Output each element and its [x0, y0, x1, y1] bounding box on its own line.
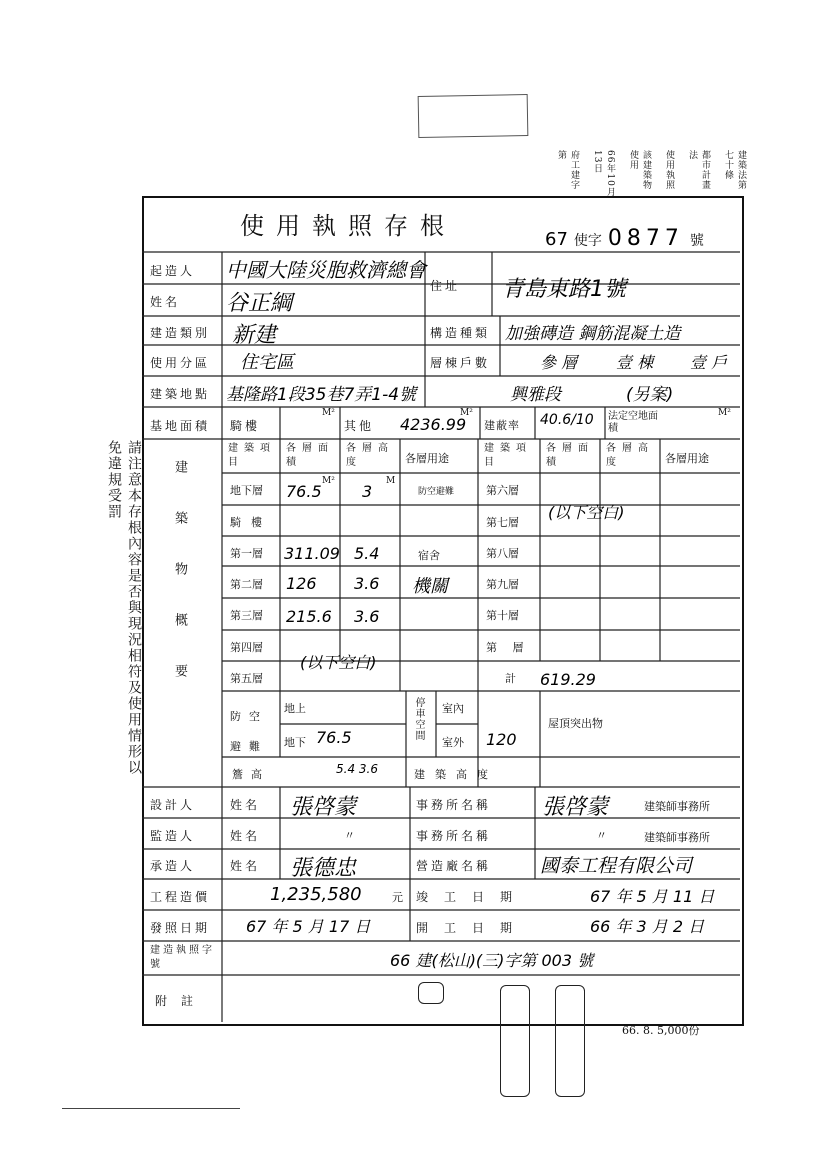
- floor-label-5f: 第五層: [230, 672, 263, 685]
- value-1f-use: 宿舍: [418, 549, 440, 562]
- value-cost-unit: 元: [392, 891, 403, 904]
- value-contractor: 張德忠: [290, 856, 357, 881]
- note-col-6: 府工建字第: [556, 150, 579, 190]
- value-total: 619.29: [540, 670, 596, 689]
- label-rooftop: 屋頂突出物: [548, 717, 603, 730]
- permit-number: [545, 226, 704, 251]
- label-parking: 停車空間: [413, 697, 424, 741]
- value-start-date: 66 年 3 月 2 日: [590, 917, 705, 936]
- label-address: 住址: [430, 279, 461, 293]
- label-permit-no: 建造執照字號: [150, 945, 215, 970]
- floor-label-nf: 第 層: [486, 641, 530, 654]
- floor-label-10f: 第十層: [486, 609, 519, 622]
- official-stamp-3: [555, 985, 585, 1097]
- label-remarks: 附註: [155, 994, 208, 1008]
- value-site: 基隆路1段35巷7弄1-4號: [226, 385, 417, 405]
- label-completion: 竣工日期: [416, 890, 529, 904]
- floor-label-2f: 第二層: [230, 578, 263, 591]
- label-name: 姓名: [150, 295, 181, 309]
- label-above-ground: 地上: [284, 702, 306, 715]
- value-2f-use: 機關: [412, 576, 448, 597]
- label-building: 建築物概要: [172, 460, 187, 715]
- label-coverage: 建蔽率: [484, 419, 520, 432]
- value-parking-outdoor: 120: [486, 730, 517, 749]
- value-2f-height: 3.6: [354, 574, 380, 593]
- note-col-3: 使用執照: [664, 150, 674, 190]
- header-use-left: 各層用途: [405, 452, 449, 465]
- label-building-type: 建造類別: [150, 326, 211, 340]
- label-owner: 起造人: [150, 264, 196, 278]
- value-right-note: (以下空白): [548, 503, 625, 522]
- header-height-right: 各層高度: [606, 443, 654, 468]
- floor-label-4f: 第四層: [230, 641, 263, 654]
- label-site-area: 基地面積: [150, 419, 211, 433]
- permit-year: 67: [545, 229, 568, 250]
- note-col-5: 66年10月13日: [592, 150, 615, 197]
- label-supervisor-office: 事務所名稱: [416, 829, 492, 843]
- label-arch-office-2: 建築師事務所: [644, 831, 710, 844]
- note-col-4: 該建築物使用: [628, 150, 651, 190]
- value-3f-height: 3.6: [354, 607, 380, 626]
- label-indoor: 室內: [442, 702, 464, 715]
- label-cost: 工程造價: [150, 890, 211, 904]
- unit-other-m2: M²: [460, 408, 473, 418]
- note-col-1: 建築法第七十條: [723, 150, 746, 190]
- permit-word: 使字: [573, 233, 602, 249]
- label-shelter: 防空避難: [230, 710, 268, 753]
- value-permit-no: 66 建(松山)(三)字第 003 號: [390, 951, 594, 970]
- label-arcade: 騎樓: [230, 419, 261, 433]
- floor-label-8f: 第八層: [486, 547, 519, 560]
- value-1f-height: 5.4: [354, 544, 380, 563]
- label-zone: 使用分區: [150, 356, 211, 370]
- label-contractor-name: 姓名: [230, 859, 261, 873]
- floor-label-basement: 地下層: [230, 484, 263, 497]
- value-structure-type: 加強磚造 鋼筋混凝土造: [505, 324, 681, 344]
- value-basement-height: 3: [362, 482, 373, 501]
- label-supervisor: 監造人: [150, 829, 196, 843]
- header-area-left: 各層面積: [286, 443, 334, 468]
- value-2f-area: 126: [286, 574, 317, 593]
- label-building-height: 建築高度: [414, 768, 498, 781]
- unit-legal-m2: M²: [718, 408, 731, 418]
- value-coverage: 40.6/10: [540, 412, 594, 428]
- permit-suffix: 號: [689, 233, 704, 249]
- value-building-type: 新建: [232, 323, 277, 348]
- value-4f-note: (以下空白): [300, 653, 377, 672]
- value-1f-area: 311.09: [284, 544, 340, 563]
- value-contractor-firm: 國泰工程有限公司: [540, 855, 693, 877]
- label-structure-type: 構造種類: [430, 326, 491, 340]
- value-designer: 張啓蒙: [290, 795, 357, 820]
- value-completion: 67 年 5 月 11 日: [590, 887, 715, 906]
- value-buildings: 壹 棟: [616, 353, 654, 372]
- official-stamp-2: [500, 985, 530, 1097]
- value-supervisor-name: 〃: [344, 829, 355, 842]
- value-site-note: (另案): [626, 385, 674, 405]
- floor-label-6f: 第六層: [486, 484, 519, 497]
- floor-label-1f: 第一層: [230, 547, 263, 560]
- header-area-right: 各層面積: [546, 443, 594, 468]
- floor-label-9f: 第九層: [486, 578, 519, 591]
- label-designer-office: 事務所名稱: [416, 798, 492, 812]
- header-item-left: 建築項目: [228, 443, 276, 468]
- value-basement-area: 76.5: [286, 482, 322, 501]
- print-note: 66. 8. 5,000份: [622, 1024, 700, 1037]
- label-total: 計: [505, 672, 516, 685]
- unit-site-m2: M²: [322, 408, 335, 418]
- value-units: 壹 戶: [690, 353, 728, 372]
- label-designer: 設計人: [150, 798, 196, 812]
- label-outdoor: 室外: [442, 736, 464, 749]
- left-note-text: 請注意本存根內容是否與現況相符及使用情形以免違規受罰: [106, 440, 142, 776]
- label-designer-name: 姓名: [230, 798, 261, 812]
- value-shelter-below: 76.5: [316, 728, 352, 747]
- value-issue-date: 67 年 5 月 17 日: [246, 917, 371, 936]
- label-floors-units: 層棟戶數: [430, 356, 491, 370]
- permit-serial: 0877: [607, 226, 684, 251]
- value-eave: 5.4 3.6: [336, 762, 378, 776]
- value-floors: 參 層: [540, 353, 578, 372]
- label-eave: 簷高: [232, 768, 270, 781]
- bottom-rule: [62, 1108, 240, 1109]
- floor-label-7f: 第七層: [486, 516, 519, 529]
- label-start-date: 開工日期: [416, 921, 529, 935]
- value-other-area: 4236.99: [400, 415, 467, 434]
- value-cost: 1,235,580: [270, 884, 362, 905]
- value-owner: 中國大陸災胞救濟總會: [226, 258, 426, 282]
- official-stamp-1: [418, 982, 444, 1004]
- header-height-left: 各層高度: [346, 443, 394, 468]
- label-arch-office: 建築師事務所: [644, 800, 710, 813]
- label-issue-date: 發照日期: [150, 921, 211, 935]
- value-owner-name: 谷正綱: [226, 291, 293, 316]
- unit-basement-m: M: [386, 476, 396, 486]
- value-zone: 住宅區: [240, 352, 294, 373]
- floor-label-3f: 第三層: [230, 609, 263, 622]
- header-item-right: 建築項目: [484, 443, 532, 468]
- unit-basement-m2: M²: [322, 476, 335, 486]
- floor-label-arcade: 騎樓: [230, 516, 272, 529]
- label-other: 其他: [344, 419, 375, 433]
- header-use-right: 各層用途: [665, 452, 709, 465]
- value-basement-use: 防空避難: [418, 487, 455, 497]
- label-contractor: 承造人: [150, 859, 196, 873]
- value-supervisor-office: 〃: [596, 829, 607, 842]
- value-site-section: 興雅段: [510, 385, 561, 405]
- label-supervisor-name: 姓名: [230, 829, 261, 843]
- value-address: 青島東路1號: [502, 277, 626, 302]
- value-designer-office: 張啓蒙: [542, 795, 609, 820]
- form-title: 使用執照存根: [240, 212, 456, 240]
- label-below-ground: 地下: [284, 736, 306, 749]
- note-col-2: 都市計畫法: [687, 150, 710, 190]
- label-legal-area: 法定空地面積: [608, 411, 658, 434]
- label-site: 建築地點: [150, 387, 211, 401]
- label-contractor-firm: 營造廠名稱: [416, 859, 492, 873]
- value-3f-area: 215.6: [286, 607, 332, 626]
